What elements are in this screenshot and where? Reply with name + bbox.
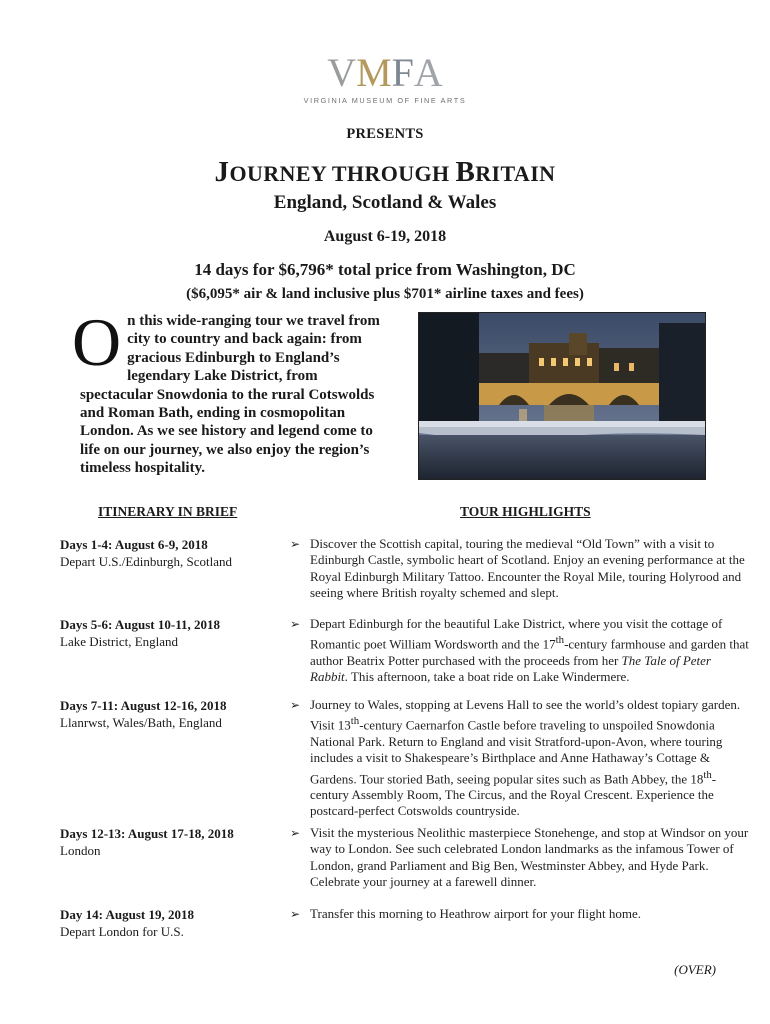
highlight-text: [310, 697, 750, 820]
intro-paragraph: [72, 304, 392, 478]
highlight-text-part: Depart Edinburgh for the beautiful Lake District, where you visit the cottage of Romantic poet William Wordsworth and the 17: [310, 616, 723, 652]
title-part-2: RITAIN: [475, 161, 556, 186]
logo-subtitle: VIRGINIA MUSEUM OF FINE ARTS: [303, 96, 467, 105]
itinerary-days: Days 12-13: August 17-18, 2018: [60, 826, 234, 841]
page-title: [0, 156, 770, 189]
highlight-text-part: -century Caernarfon Castle before traveling to unspoiled Snowdonia National Park. Return to England and visit Stratford-upon-Avon, where touring includes a visit to Shakespeare’s Birthplace and Anne Hathaway’s Cottage & Gardens. Tour storied Bath, seeing popular sites such as Bath Abbey, the 18: [310, 717, 723, 786]
logo-letter-a: A: [413, 50, 443, 95]
title-initial-b: B: [455, 156, 476, 188]
tour-price: 14 days for $6,796* total price from Washington, DC: [194, 260, 576, 279]
itinerary-place: London: [60, 843, 101, 858]
arrow-bullet-icon: ➢: [290, 907, 301, 921]
itinerary-place: Lake District, England: [60, 634, 179, 649]
itinerary-heading: ITINERARY IN BRIEF: [98, 504, 238, 519]
itinerary-days: Days 7-11: August 12-16, 2018: [60, 698, 227, 713]
logo-letter-v: V: [327, 50, 357, 95]
highlight-text-part: . This afternoon, take a boat ride on Lake Windermere.: [344, 669, 630, 685]
highlight-text: [310, 616, 750, 686]
highlight-text: Visit the mysterious Neolithic masterpiece Stonehenge, and stop at Windsor on your way to London. See such celebrated London landmarks as the infamous Tower of London, grand Parliament and Big Ben, Westminster Abbey, and Hyde Park. Celebrate your journey at a farewell dinner.: [310, 825, 749, 889]
highlight-item: [290, 825, 750, 890]
itinerary-days: Days 1-4: August 6-9, 2018: [60, 537, 208, 552]
itinerary-item: [60, 697, 280, 731]
arrow-bullet-icon: ➢: [290, 537, 301, 551]
itinerary-item: [60, 825, 280, 859]
title-initial-j: J: [214, 156, 230, 188]
highlight-text-part: -century farmhouse and garden that author Beatrix Potter purchased with the proceeds from her: [310, 636, 749, 668]
over-label: (OVER): [674, 962, 716, 977]
itinerary-place: Depart U.S./Edinburgh, Scotland: [60, 554, 232, 569]
bridge-photo-illustration: [419, 313, 705, 479]
intro-text: n this wide-ranging tour we travel from city to country and back again: from gracious Edinburgh to England’s legendary Lake District, from spectacular Snowdonia to the rural Cotswolds and Roman Bath, ending in cosmopolitan London. As we see history and legend come to life on our journey, we also enjoy the region’s timeless hospitality.: [80, 313, 380, 477]
vmfa-logo: [300, 52, 470, 114]
itinerary-place: Depart London for U.S.: [60, 924, 184, 939]
logo-letter-f: F: [391, 50, 414, 95]
highlight-item: [290, 906, 750, 922]
itinerary-place: Llanrwst, Wales/Bath, England: [60, 715, 222, 730]
book-title: The Tale of Peter Rabbit: [310, 652, 711, 685]
ordinal-suffix: th: [555, 634, 565, 647]
title-part-1: OURNEY THROUGH: [229, 161, 456, 186]
presents-label: PRESENTS: [346, 126, 424, 142]
ordinal-suffix: th: [350, 715, 360, 728]
tour-dates: August 6-19, 2018: [323, 228, 447, 245]
highlight-text-part: -century Assembly Room, The Circus, and the Royal Crescent. Experience the postcard-perfect Cotswolds countryside.: [310, 770, 717, 819]
highlight-text-part: Journey to Wales, stopping at Levens Hall to see the world’s oldest topiary garden. Visit 13: [310, 697, 741, 733]
price-detail: ($6,095* air & land inclusive plus $701* airline taxes and fees): [186, 286, 584, 302]
highlight-item: [290, 697, 750, 820]
logo-letters: [300, 52, 470, 94]
arrow-bullet-icon: ➢: [290, 617, 301, 631]
ordinal-suffix: th: [703, 768, 712, 781]
itinerary-days: Days 5-6: August 10-11, 2018: [60, 617, 220, 632]
logo-letter-m: M: [356, 50, 392, 95]
bath-bridge-photo: [418, 312, 706, 480]
arrow-bullet-icon: ➢: [290, 698, 301, 712]
highlight-text: Discover the Scottish capital, touring the medieval “Old Town” with a visit to Edinburgh Castle, symbolic heart of Scotland. Enjoy an evening performance at the Royal Edinburgh Military Tattoo. Encounter the Royal Mile, touring Holyrood and seeing where British royalty schemed and slept.: [310, 536, 745, 600]
highlight-text: Transfer this morning to Heathrow airport for your flight home.: [310, 906, 641, 921]
itinerary-days: Day 14: August 19, 2018: [60, 907, 194, 922]
highlight-item: [290, 616, 750, 686]
highlights-heading: TOUR HIGHLIGHTS: [460, 504, 591, 519]
intro-dropcap: O: [72, 304, 122, 380]
page-subtitle: England, Scotland & Wales: [273, 192, 497, 213]
itinerary-item: [60, 536, 280, 570]
itinerary-item: [60, 906, 280, 940]
arrow-bullet-icon: ➢: [290, 826, 301, 840]
highlight-item: [290, 536, 750, 601]
itinerary-item: [60, 616, 280, 650]
